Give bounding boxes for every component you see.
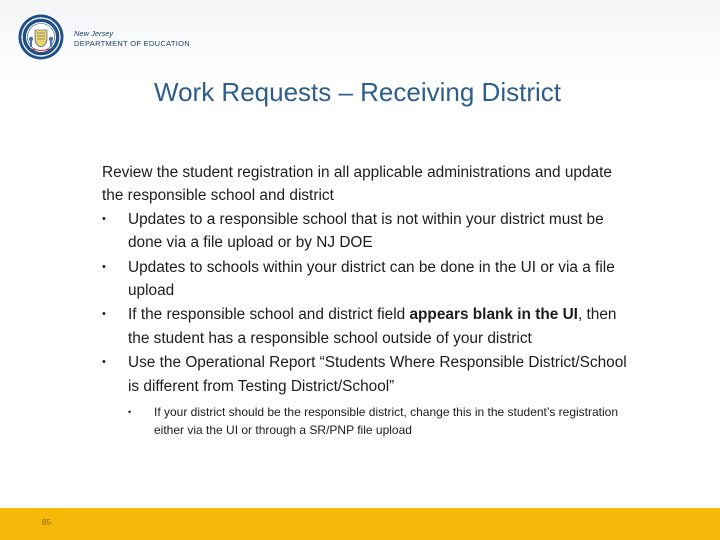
sub-bullet-item — [128, 404, 632, 439]
bullet-text-end: , then the student has a responsible school outside of your district — [128, 306, 617, 347]
bullet-icon: • — [102, 308, 106, 321]
sub-bullet-icon: • — [128, 407, 132, 418]
bullet-icon: • — [102, 356, 106, 369]
bullet-item — [102, 208, 632, 255]
sub-bullet-text: If your district should be the responsible district, change this in the student’s registration either via the UI or through a SR/PNP file upload — [154, 405, 619, 437]
bullet-text: Use the Operational Report “Students Where Responsible District/School is different from Testing District/School” — [128, 354, 627, 395]
intro-text: Review the student registration in all applicable administrations and update the responsible school and district — [102, 164, 612, 205]
bullet-item — [102, 303, 632, 350]
slide-title: Work Requests – Receiving District — [154, 77, 561, 107]
bullet-icon: • — [102, 260, 106, 273]
sub-bullet-list — [128, 404, 632, 439]
bullet-text: Updates to schools within your district can be done in the UI or via a file upload — [128, 258, 615, 300]
page-number: 85 — [42, 518, 51, 527]
bullet-item — [102, 256, 632, 303]
org-department-name: DEPARTMENT OF EDUCATION — [74, 39, 190, 48]
bullet-text-emphasis: appears blank in the UI — [409, 306, 578, 324]
slide-body — [102, 161, 632, 439]
bullet-text-start: If the responsible school and district field — [128, 306, 410, 324]
footer-bar — [0, 508, 720, 540]
org-state-name: New Jersey — [74, 29, 114, 38]
bullet-text: Updates to a responsible school that is not within your district must be done via a file upload or by NJ DOE — [128, 210, 604, 252]
bullet-list — [102, 208, 632, 439]
bullet-item — [102, 351, 632, 439]
state-seal-icon — [18, 14, 64, 60]
bullet-icon: • — [102, 212, 106, 225]
